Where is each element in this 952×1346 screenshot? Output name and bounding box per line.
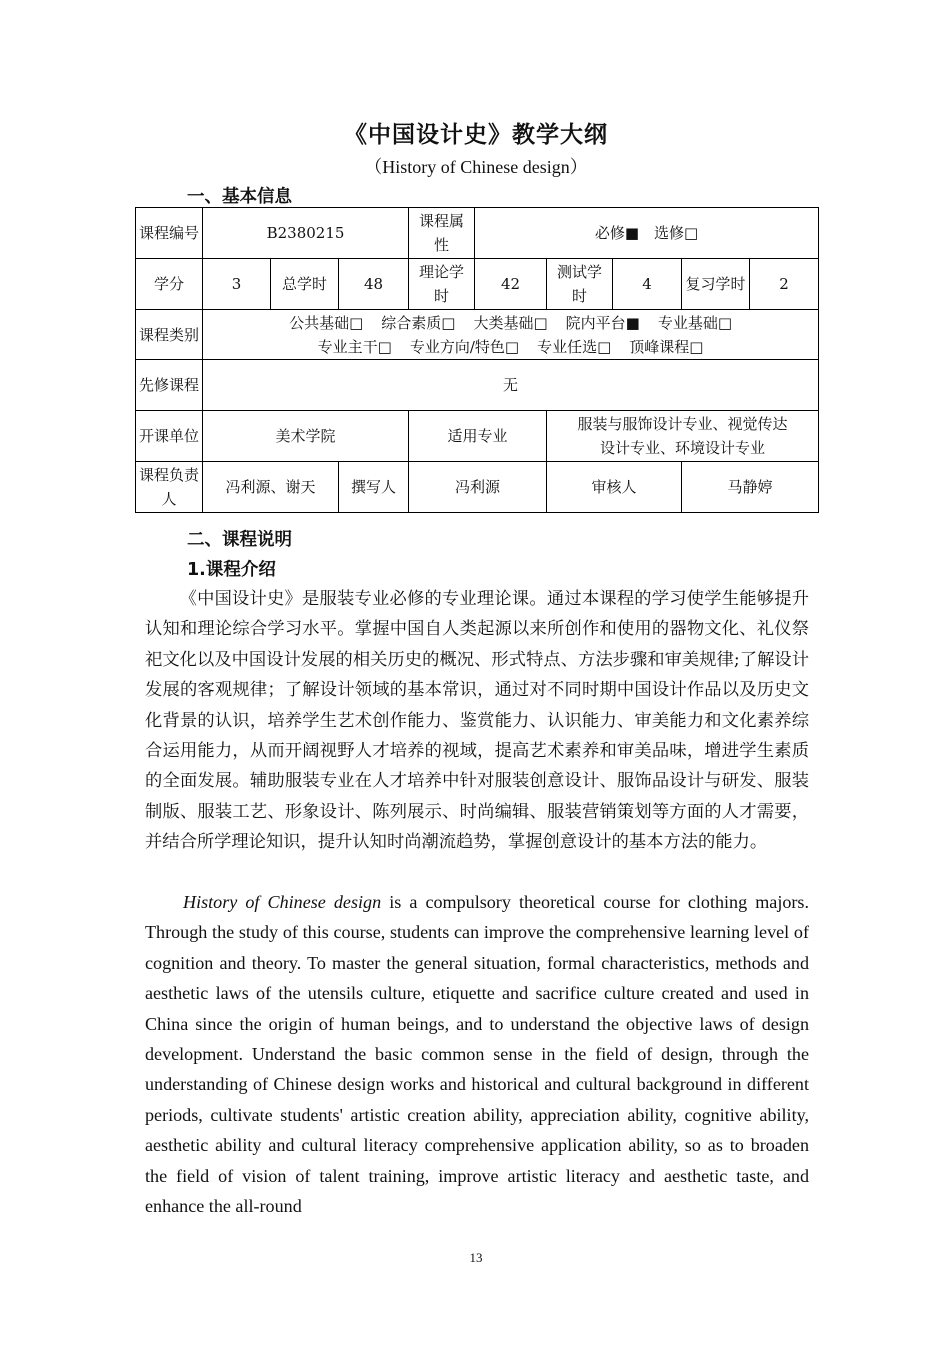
category-option: 专业方向/特色□ — [409, 337, 520, 356]
course-attr-value: 必修■ 选修□ — [475, 208, 819, 259]
owner-label: 课程负责人 — [136, 462, 203, 513]
document-title: 《中国设计史》教学大纲 — [344, 122, 608, 148]
writer-value: 冯利源 — [409, 462, 547, 513]
subsection-heading-course-intro: 1.课程介绍 — [187, 560, 276, 580]
course-name-italic: History of Chinese design — [183, 892, 382, 912]
dept-value: 美术学院 — [203, 411, 409, 462]
category-option: 综合素质□ — [381, 313, 456, 332]
total-hours-label: 总学时 — [271, 259, 339, 310]
category-option: 专业任选□ — [537, 337, 612, 356]
course-intro-chinese: 《中国设计史》是服装专业必修的专业理论课。通过本课程的学习使学生能够提升认知和理论综合学习水平。掌握中国自人类起源以来所创作和使用的器物文化、礼仪祭祀文化以及中国设计发展的相关历史的概况、形式特点、方法步骤和审美规律;了解设计发展的客观规律；了解设计领域的基本常识，通过对不同时期中国设计作品以及历史文化背景的认识，培养学生艺术创作能力、鉴赏能力、认识能力、审美能力和文化素养综合运用能力，从而开阔视野人才培养的视域，提高艺术素养和审美品味，增进学生素质的全面发展。辅助服装专业在人才培养中针对服装创意设计、服饰品设计与研发、服装制版、服装工艺、形象设计、陈列展示、时尚编辑、服装营销策划等方面的人才需要，并结合所学理论知识，提升认知时尚潮流趋势，掌握创意设计的基本方法的能力。 — [145, 589, 809, 853]
basic-info-table — [135, 207, 819, 513]
table-row — [136, 208, 819, 259]
category-option: 专业主干□ — [317, 337, 392, 356]
owner-value: 冯利源、谢天 — [203, 462, 339, 513]
category-line-1 — [206, 311, 815, 335]
course-code-label: 课程编号 — [136, 208, 203, 259]
table-row — [136, 259, 819, 310]
prereq-label: 先修课程 — [136, 360, 203, 411]
course-intro-english — [145, 887, 809, 1221]
credit-label: 学分 — [136, 259, 203, 310]
table-row — [136, 411, 819, 462]
writer-label: 撰写人 — [339, 462, 409, 513]
reviewer-label: 审核人 — [547, 462, 682, 513]
course-intro-english-text: is a compulsory theoretical course for clothing majors. Through the study of this course, students can improve the comprehensive learning level of cognition and theory. To master the general situation, formal characteristics, methods and aesthetic laws of the utensils culture, etiquette and sacrifice culture created and used in China since the origin of human beings, and to understand the objective laws of design development. Understand the basic common sense in the field of design, through the understanding of Chinese design works and historical and cultural background in different periods, cultivate students' artistic creation ability, appreciation ability, cognitive ability, aesthetic ability and cultural literacy comprehensive application ability, so as to broaden the field of vision of talent training, improve artistic literacy and aesthetic taste, and enhance the all-round — [145, 892, 809, 1217]
major-label: 适用专业 — [409, 411, 547, 462]
table-row — [136, 462, 819, 513]
category-option: 大类基础□ — [473, 313, 548, 332]
total-hours-value: 48 — [339, 259, 409, 310]
major-value: 服装与服饰设计专业、视觉传达设计专业、环境设计专业 — [547, 411, 819, 462]
section-heading-basic-info: 一、基本信息 — [187, 187, 292, 207]
dept-label: 开课单位 — [136, 411, 203, 462]
section-heading-course-description: 二、课程说明 — [187, 530, 292, 550]
category-option: 顶峰课程□ — [629, 337, 704, 356]
prereq-value: 无 — [203, 360, 819, 411]
category-options — [203, 310, 819, 360]
category-option: 专业基础□ — [657, 313, 732, 332]
review-hours-value: 2 — [750, 259, 819, 310]
test-hours-label: 测试学时 — [547, 259, 613, 310]
theory-hours-value: 42 — [475, 259, 547, 310]
course-code-value: B2380215 — [203, 208, 409, 259]
table-row — [136, 310, 819, 360]
category-label: 课程类别 — [136, 310, 203, 360]
course-attr-label: 课程属性 — [409, 208, 475, 259]
theory-hours-label: 理论学时 — [409, 259, 475, 310]
category-option: 公共基础□ — [289, 313, 364, 332]
credit-value: 3 — [203, 259, 271, 310]
review-hours-label: 复习学时 — [682, 259, 750, 310]
document-subtitle: （History of Chinese design） — [364, 157, 588, 177]
test-hours-value: 4 — [613, 259, 682, 310]
category-option: 院内平台■ — [565, 313, 640, 332]
page-number: 13 — [469, 1250, 483, 1265]
category-line-2 — [206, 335, 815, 359]
table-row — [136, 360, 819, 411]
reviewer-value: 马静婷 — [682, 462, 819, 513]
